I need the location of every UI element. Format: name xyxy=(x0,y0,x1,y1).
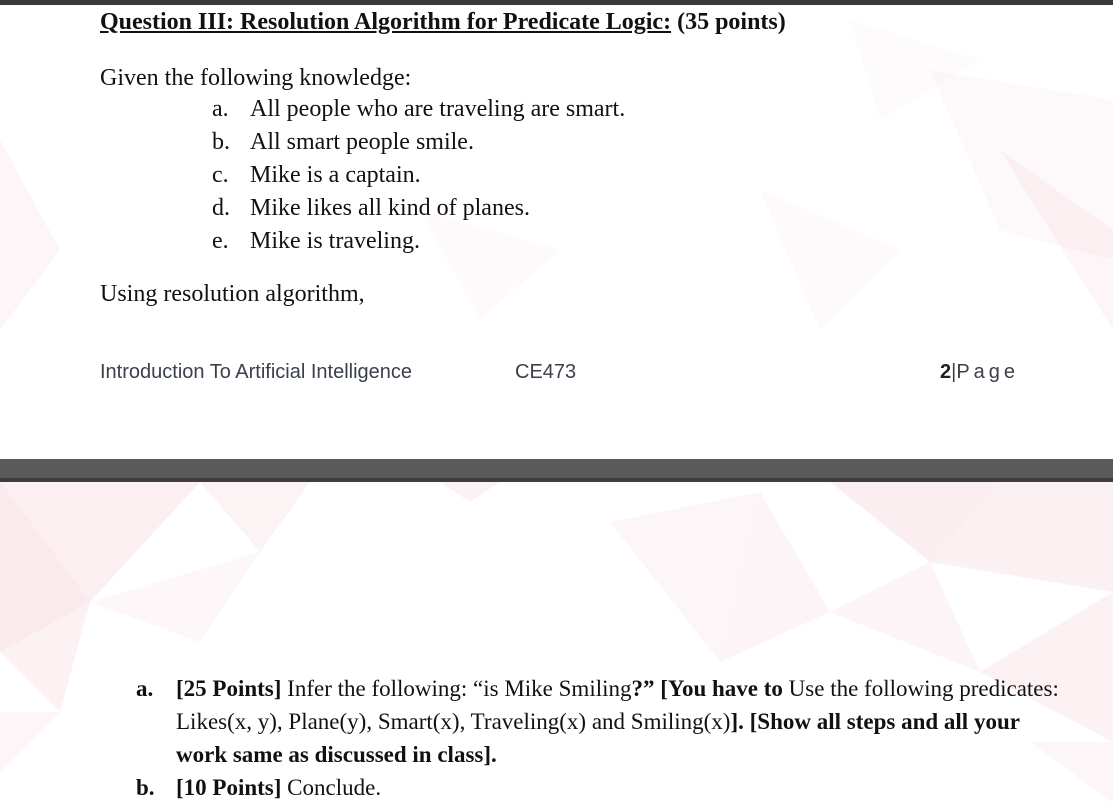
question-title: Question III: Resolution Algorithm for Predicate Logic: (35 points) xyxy=(100,9,786,35)
knowledge-item: b. All smart people smile. xyxy=(212,129,474,155)
knowledge-item: e. Mike is traveling. xyxy=(212,228,420,254)
task-b: b. [10 Points] Conclude. xyxy=(136,775,382,800)
task-list xyxy=(136,672,1066,803)
knowledge-intro: Given the following knowledge: xyxy=(100,65,412,91)
footer-course-code: CE473 xyxy=(515,361,577,383)
task-a: a. [25 Points] Infer the following: “is Mike Smiling?” [You have to Use the following predicates: Likes(x, y), Plane(y), Smart(x), Traveling(x) and Smiling(x)]. [Show all steps and all your work same as discussed in class]. xyxy=(136,676,1059,767)
knowledge-item: d. Mike likes all kind of planes. xyxy=(212,195,530,221)
page-top-border xyxy=(0,0,1113,5)
document-page-3 xyxy=(0,482,1113,803)
method-line: Using resolution algorithm, xyxy=(100,281,365,307)
footer-page-number: 2|Page xyxy=(940,361,1020,383)
knowledge-list xyxy=(212,94,625,259)
knowledge-item: a. All people who are traveling are smart. xyxy=(212,96,626,122)
knowledge-item: c. Mike is a captain. xyxy=(212,162,421,188)
footer-course-name: Introduction To Artificial Intelligence xyxy=(100,361,413,383)
